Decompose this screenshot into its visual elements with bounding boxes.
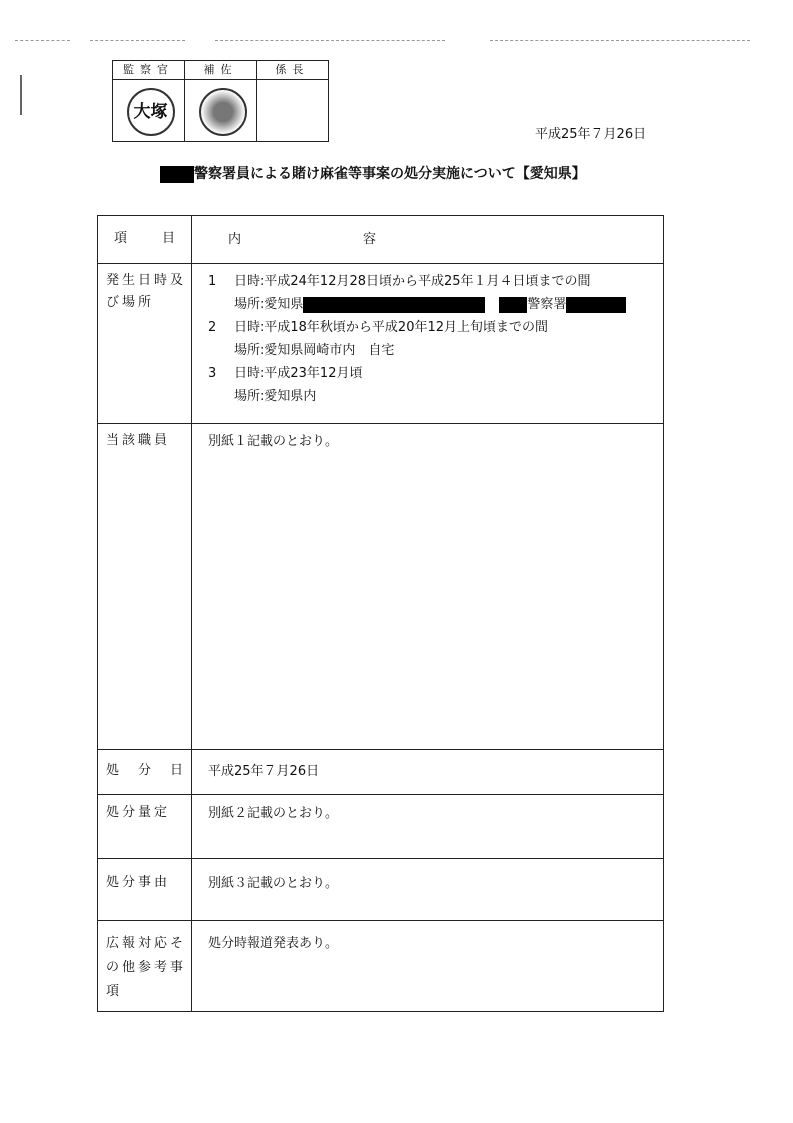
disposal-reason-label: 処分事由	[106, 875, 171, 890]
redaction-block	[160, 166, 194, 183]
stamp-header	[113, 61, 328, 80]
staff-content: 別紙１記載のとおり。	[208, 434, 339, 449]
disposal-date-content: 平成25年７月26日	[208, 764, 320, 779]
redaction-block	[566, 297, 626, 313]
occurrence-line: 3 日時:平成23年12月頃	[208, 366, 363, 381]
pr-label: 広報対応その他参考事項	[106, 936, 187, 999]
scan-mark	[20, 75, 22, 115]
scan-mark	[215, 40, 445, 42]
disposal-amount-content: 別紙２記載のとおり。	[208, 806, 339, 821]
occurrence-line: 場所:愛知県岡崎市内 自宅	[234, 343, 395, 358]
disposal-amount-label: 処分量定	[106, 805, 171, 820]
column-divider	[191, 216, 192, 1011]
scan-mark	[15, 40, 70, 42]
document-date: 平成25年７月26日	[535, 127, 647, 142]
staff-label: 当該職員	[106, 433, 171, 448]
occurrence-line: 場所:愛知県 警察署	[208, 293, 626, 316]
disposal-reason-content: 別紙３記載のとおり。	[208, 876, 339, 891]
row-divider	[98, 920, 663, 921]
occurrence-line: 場所:愛知県内	[234, 389, 317, 404]
occurrence-label: 発生日時及び場所	[106, 273, 187, 310]
scan-mark	[90, 40, 185, 42]
scan-mark	[490, 40, 750, 42]
row-divider	[98, 263, 663, 264]
approval-stamp-box	[112, 60, 329, 142]
pr-content: 処分時報道発表あり。	[208, 936, 339, 951]
seal-stamp: 大塚	[127, 88, 175, 136]
stamp-cell-chief	[256, 79, 328, 141]
occurrence-content	[208, 270, 626, 408]
row-divider	[98, 794, 663, 795]
header-content-label: 内 容	[228, 232, 379, 247]
document-title	[160, 163, 586, 183]
row-divider	[98, 749, 663, 750]
document-title-text: 警察署員による賭け麻雀等事案の処分実施について【愛知県】	[194, 166, 586, 182]
disposal-table	[97, 215, 664, 1012]
stamp-header-assistant: 補佐	[184, 61, 256, 79]
redaction-block	[303, 297, 485, 313]
stamp-body	[113, 79, 328, 141]
seal-stamp	[199, 88, 247, 136]
row-divider	[98, 858, 663, 859]
stamp-header-chief: 係長	[256, 61, 328, 79]
stamp-cell-inspector	[113, 79, 184, 141]
redaction-block	[499, 297, 527, 313]
row-divider	[98, 423, 663, 424]
occurrence-line: 1 日時:平成24年12月28日頃から平成25年１月４日頃までの間	[208, 274, 591, 289]
stamp-header-inspector: 監察官	[123, 63, 174, 76]
header-item-label: 項 目	[113, 231, 178, 246]
stamp-cell-assistant	[184, 79, 256, 141]
disposal-date-label: 処 分 日	[106, 763, 187, 778]
occurrence-line: 2 日時:平成18年秋頃から平成20年12月上旬頃までの間	[208, 320, 549, 335]
